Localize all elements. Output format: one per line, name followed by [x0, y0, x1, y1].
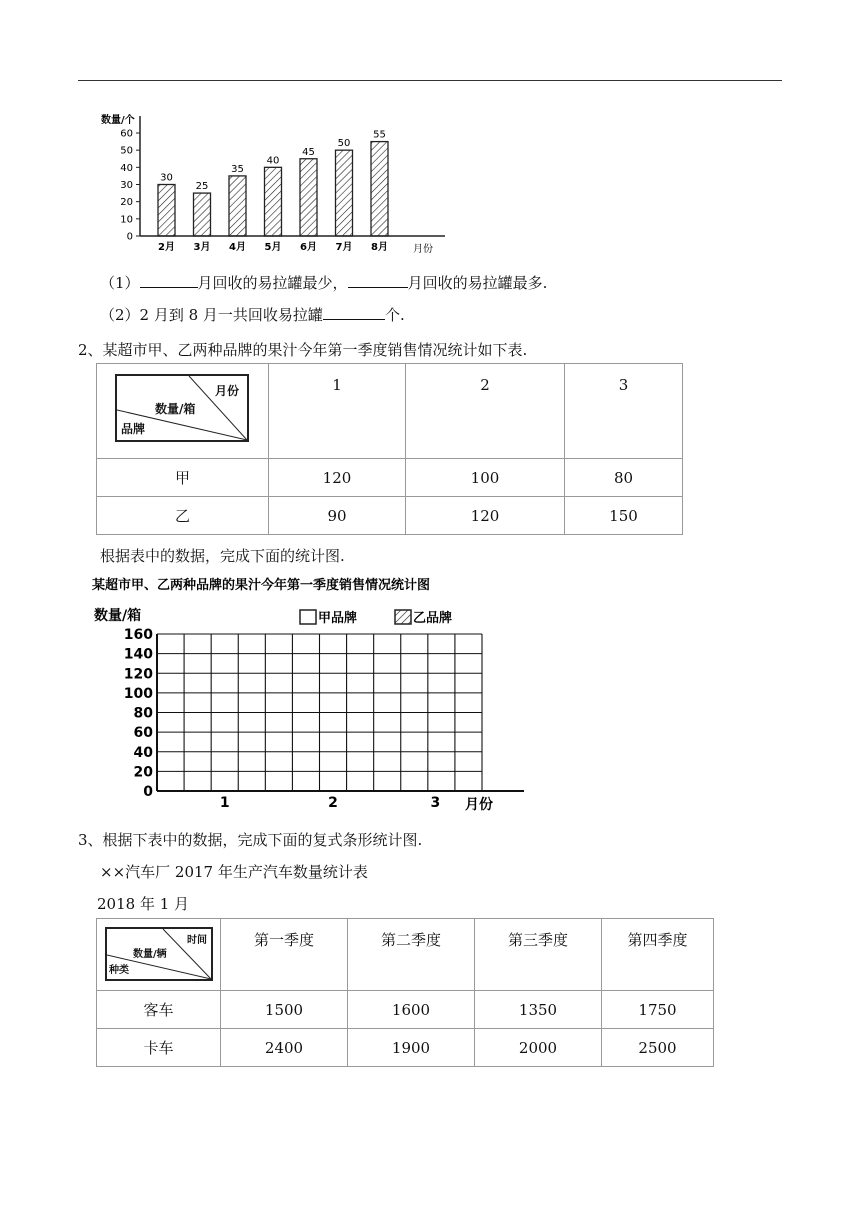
x-tick-label: 4月 — [229, 242, 246, 253]
x-tick-label: 5月 — [264, 242, 282, 253]
bar-value-label: 25 — [195, 181, 209, 193]
answer-blank-total[interactable] — [323, 305, 385, 320]
table-cell: 150 — [565, 497, 683, 535]
col-month-3: 3 — [565, 364, 683, 459]
q1-line2-unit: 个. — [384, 306, 405, 324]
juice-table — [96, 363, 683, 535]
x-tick-label: 1 — [219, 795, 230, 811]
y-tick-label: 20 — [120, 197, 133, 209]
q2-heading: 2、某超市甲、乙两种品牌的果汁今年第一季度销售情况统计如下表. — [78, 341, 528, 359]
table-cell: 90 — [269, 497, 406, 535]
y-tick-label: 50 — [120, 145, 133, 157]
y-tick-label: 30 — [120, 180, 133, 191]
bar-value-label: 40 — [266, 155, 280, 167]
legend-label-jia: 甲品牌 — [318, 611, 358, 626]
juice-diagonal-header — [115, 374, 249, 442]
table-cell: 2400 — [221, 1029, 348, 1067]
diag-time-label: 时间 — [187, 935, 207, 946]
x-tick-label: 2 — [328, 795, 338, 811]
table-cell: 1900 — [348, 1029, 475, 1067]
row-label-truck: 卡车 — [97, 1029, 221, 1067]
q3-date: 2018 年 1 月 — [97, 895, 190, 913]
q2-instruction: 根据表中的数据，完成下面的统计图. — [100, 547, 345, 565]
table-row — [97, 497, 683, 535]
legend-swatch-yi — [395, 610, 411, 624]
x-tick-label: 7月 — [335, 242, 353, 253]
col-month-2: 2 — [406, 364, 565, 459]
table-cell: 80 — [565, 459, 683, 497]
y-tick-label: 80 — [133, 705, 153, 722]
y-tick-label: 60 — [133, 725, 153, 742]
y-tick-label: 40 — [120, 162, 133, 174]
y-tick-label: 20 — [133, 764, 153, 781]
y-tick-label: 100 — [123, 685, 153, 702]
x-tick-label: 3 — [430, 795, 441, 811]
y-tick-label: 160 — [123, 627, 153, 643]
header-rule — [78, 80, 782, 81]
juice-grid-chart — [92, 572, 547, 812]
bar-value-label: 55 — [373, 129, 386, 141]
table-row — [97, 459, 683, 497]
diag-type-label: 种类 — [109, 965, 129, 976]
row-label-yi: 乙 — [97, 497, 269, 535]
diag-brand-label: 品牌 — [121, 422, 146, 436]
x-axis-unit-label: 月份 — [413, 244, 433, 255]
q3-heading: 3、根据下表中的数据，完成下面的复式条形统计图. — [78, 831, 423, 849]
bar — [194, 193, 211, 236]
table-cell: 1500 — [221, 991, 348, 1029]
table-cell: 1600 — [348, 991, 475, 1029]
q1-line1 — [100, 272, 547, 293]
row-label-bus: 客车 — [97, 991, 221, 1029]
legend-label-yi: 乙品牌 — [413, 611, 453, 626]
bar-value-label: 50 — [337, 138, 351, 150]
bar — [265, 167, 282, 236]
table-cell: 2000 — [475, 1029, 602, 1067]
q1-text-c: 月回收的易拉罐最多. — [407, 274, 548, 292]
q1-text-b: 月回收的易拉罐最少， — [197, 274, 348, 292]
x-tick-label: 3月 — [193, 242, 211, 253]
table-cell: 1750 — [602, 991, 714, 1029]
legend-swatch-jia — [300, 610, 316, 624]
y-tick-label: 0 — [143, 784, 153, 800]
table-row — [97, 991, 714, 1029]
chart-title: 某超市甲、乙两种品牌的果汁今年第一季度销售情况统计图 — [92, 578, 431, 593]
col-q4: 第四季度 — [602, 919, 714, 991]
y-tick-label: 140 — [123, 646, 153, 663]
bar-value-label: 45 — [302, 146, 315, 158]
y-tick-label: 120 — [123, 666, 153, 683]
col-month-1: 1 — [269, 364, 406, 459]
diag-month-label: 月份 — [214, 384, 239, 398]
y-tick-label: 40 — [133, 744, 153, 761]
col-q2: 第二季度 — [348, 919, 475, 991]
y-axis-label: 数量/箱 — [94, 608, 142, 624]
bar — [336, 150, 353, 236]
bar — [158, 185, 175, 237]
col-q3: 第三季度 — [475, 919, 602, 991]
y-tick-label: 60 — [120, 128, 133, 140]
y-tick-label: 10 — [120, 214, 133, 226]
cans-bar-chart — [95, 108, 455, 258]
bar — [371, 142, 388, 236]
col-q1: 第一季度 — [221, 919, 348, 991]
y-axis-unit-label: 数量/个 — [101, 115, 135, 126]
x-tick-label: 6月 — [300, 242, 317, 253]
diag-qty-label: 数量/辆 — [133, 949, 167, 960]
row-label-jia: 甲 — [97, 459, 269, 497]
answer-blank-min[interactable] — [140, 273, 198, 288]
q1-num: （1） — [100, 274, 140, 292]
table-cell: 1350 — [475, 991, 602, 1029]
juice-table-corner — [97, 364, 269, 459]
x-axis-label: 月份 — [465, 797, 493, 812]
diag-qty-label: 数量/箱 — [155, 402, 196, 416]
answer-blank-max[interactable] — [348, 273, 408, 288]
q3-table-title: ××汽车厂 2017 年生产汽车数量统计表 — [100, 863, 368, 881]
car-table — [96, 918, 714, 1067]
bar — [229, 176, 246, 236]
car-table-corner — [97, 919, 221, 991]
table-cell: 120 — [406, 497, 565, 535]
x-tick-label: 2月 — [158, 242, 175, 253]
q1-line2-text: （2）2 月到 8 月一共回收易拉罐 — [100, 306, 323, 324]
table-row — [97, 1029, 714, 1067]
car-diagonal-header — [105, 927, 213, 981]
bar — [300, 159, 317, 236]
q1-line2 — [100, 304, 405, 325]
y-tick-label: 0 — [126, 231, 133, 243]
bar-value-label: 30 — [160, 172, 173, 184]
bar-value-label: 35 — [231, 163, 244, 175]
table-cell: 120 — [269, 459, 406, 497]
x-tick-label: 8月 — [371, 242, 388, 253]
table-cell: 2500 — [602, 1029, 714, 1067]
table-cell: 100 — [406, 459, 565, 497]
